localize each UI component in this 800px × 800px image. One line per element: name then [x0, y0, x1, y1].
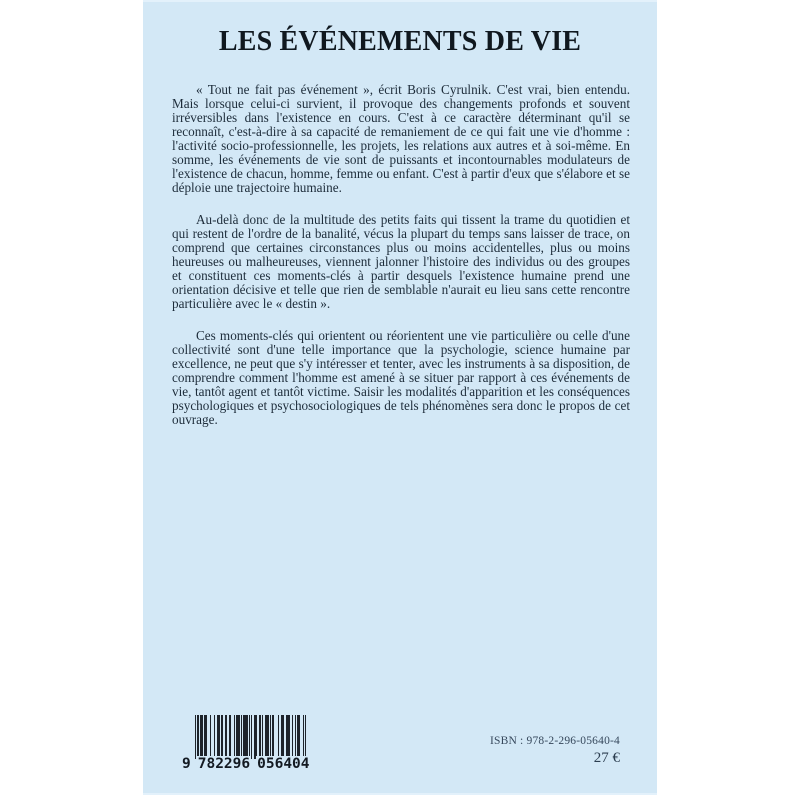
paragraph-2: Au-delà donc de la multitude des petits faits qui tissent la trame du quotidien et qui restent de l'ordre de la banalité, vécus la plupart du temps sans laisser de trace, on comprend que certaines circonstances plus ou moins accidentelles, plus ou moins heureuses ou malheureuses, viennent jalonner l'histoire des individus ou des groupes et constituent ces moments-clés à partir desquels l'existence humaine prend une orientation décisive et telle que rien de semblable n'aurait eu lieu sans cette rencontre particulière avec le « destin ».: [172, 212, 630, 311]
barcode-digits: [181, 756, 311, 772]
isbn-text: ISBN : 978-2-296-05640-4: [489, 735, 620, 747]
book-title: LES ÉVÉNEMENTS DE VIE: [218, 26, 582, 57]
pricing-block: [490, 735, 620, 767]
back-cover-text: [143, 83, 657, 427]
barcode-digit-group: 9: [182, 756, 191, 772]
barcode-bars: [195, 715, 307, 759]
paragraph-1: « Tout ne fait pas événement », écrit Boris Cyrulnik. C'est vrai, bien entendu. Mais lorsque celui-ci survient, il provoque des changements profonds et souvent irréversibles dans l'existence en cours. C'est à ce caractère déterminant qu'il se reconnaît, c'est-à-dire à sa capacité de remaniement de ce qui fait une vie d'homme : l'activité socio-professionnelle, les projets, les relations aux autres et à soi-même. En somme, les événements de vie sont de puissants et incontournables modulateurs de l'existence de chacun, homme, femme ou enfant. C'est à partir d'eux que s'élabore et se déploie une trajectoire humaine.: [172, 82, 630, 195]
paragraph-3: Ces moments-clés qui orientent ou réorientent une vie particulière ou celle d'une collectivité sont d'une telle importance que la psychologie, science humaine par excellence, ne peut que s'y intéresser et tenter, avec les instruments à sa disposition, de comprendre comment l'homme est amené à se situer par rapport à ces événements de vie, tantôt agent et tantôt victime. Saisir les modalités d'apparition et les conséquences psychologiques et psychosociologiques de tels phénomènes sera donc le propos de cet ouvrage.: [172, 328, 630, 427]
barcode-digit-group: 782296: [197, 756, 251, 772]
barcode-digit-group: 056404: [257, 756, 310, 772]
ean-barcode: [182, 715, 310, 772]
book-back-cover: [143, 0, 657, 795]
price-text: 27 €: [593, 750, 620, 766]
